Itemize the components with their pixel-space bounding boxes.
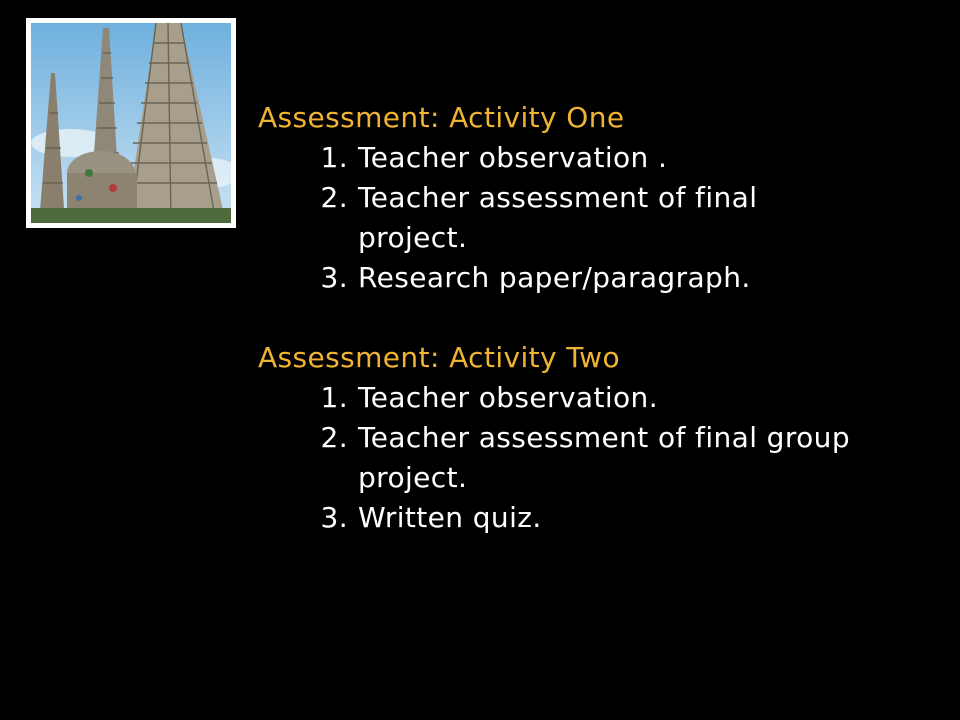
tower-image-icon xyxy=(31,23,231,223)
list-text: Teacher observation. xyxy=(358,381,659,414)
list-number: 3. xyxy=(320,501,348,534)
activity-two-section xyxy=(258,338,938,538)
list-number: 1. xyxy=(320,141,348,174)
list-text: Written quiz. xyxy=(358,501,542,534)
list-text: Teacher observation . xyxy=(358,141,668,174)
list-number: 1. xyxy=(320,381,348,414)
list-number: 2. xyxy=(320,181,348,214)
watts-towers-photo xyxy=(26,18,236,228)
list-text: Teacher assessment of final group project. xyxy=(358,421,851,494)
activity-two-heading: Assessment: Activity Two xyxy=(258,341,621,374)
list-item xyxy=(258,178,938,258)
list-text: Research paper/paragraph. xyxy=(358,261,751,294)
list-item xyxy=(258,418,938,498)
assessment-content xyxy=(258,98,938,538)
activity-two-list xyxy=(258,378,938,538)
list-text: Teacher assessment of final project. xyxy=(358,181,758,254)
list-item xyxy=(258,498,938,538)
list-item xyxy=(258,138,938,178)
list-number: 2. xyxy=(320,421,348,454)
list-item xyxy=(258,258,938,298)
activity-one-heading: Assessment: Activity One xyxy=(258,101,625,134)
activity-one-list xyxy=(258,138,938,298)
activity-one-section xyxy=(258,98,938,298)
list-number: 3. xyxy=(320,261,348,294)
list-item xyxy=(258,378,938,418)
